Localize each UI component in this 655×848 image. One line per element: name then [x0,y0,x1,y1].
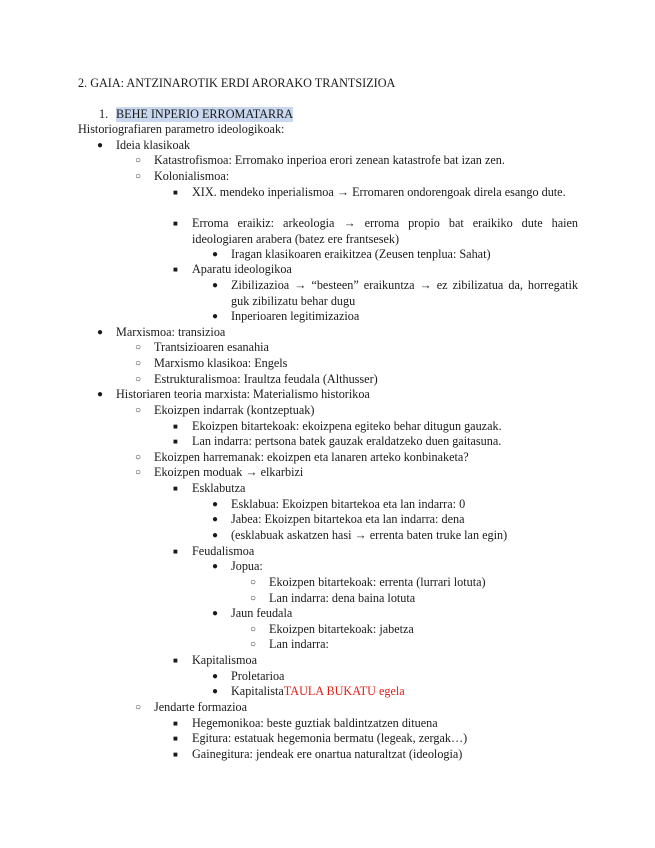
bullet-square-icon: ■ [173,422,178,431]
intro-text: Historiografiaren parametro ideologikoak: [78,122,285,136]
list-item: Lan indarra: pertsona batek gauzak eraldatzeko duen gaitasuna. [192,434,502,448]
list-item: Gainegitura: jendeak ere onartua naturaltzat (ideologia) [192,747,463,761]
list-item: Jabea: Ekoizpen bitartekoa eta lan indarra: dena [231,512,465,526]
bullet-circle-icon: ○ [135,171,142,182]
bullet-square-icon: ■ [173,547,178,556]
bullet-circle-icon: ○ [135,702,142,713]
list-item: Ekoizpen bitartekoak: jabetza [269,622,414,636]
bullet-circle-icon: ○ [135,342,142,353]
list-item: Esklabua: Ekoizpen bitartekoa eta lan indarra: 0 [231,497,466,511]
bullet-disc-icon: ● [212,561,219,572]
bullet-square-icon: ■ [173,734,178,743]
bullet-disc-icon: ● [212,686,219,697]
list-item: Lan indarra: [269,637,329,651]
bullet-disc-icon: ● [212,671,219,682]
bullet-circle-icon: ○ [250,624,257,635]
section-heading: BEHE INPERIO ERROMATARRA [116,107,294,121]
list-item: Jaun feudala [231,606,293,620]
bullet-square-icon: ■ [173,484,178,493]
bullet-square-icon: ■ [173,750,178,759]
list-item: Kolonialismoa: [154,169,230,183]
list-item: Jopua: [231,559,263,573]
bullet-disc-icon: ● [212,530,219,541]
kapitalista-label: Kapitalista [231,684,284,698]
bullet-disc-icon: ● [212,499,219,510]
section-number: 1. [99,107,109,121]
list-item: (esklabuak askatzen hasi → errenta baten truke lan egin) [231,528,508,542]
bullet-square-icon: ■ [173,656,178,665]
list-item: Marxismoa: transizioa [116,325,226,339]
list-item: Jendarte formazioa [154,700,248,714]
document-title: 2. GAIA: ANTZINAROTIK ERDI ARORAKO TRANTSIZIOA [78,76,396,90]
bullet-circle-icon: ○ [135,358,142,369]
bullet-disc-icon: ● [97,389,104,400]
red-note: TAULA BUKATU egela [283,684,405,698]
list-item [231,684,405,699]
list-item: Feudalismoa [192,544,255,558]
bullet-square-icon: ■ [173,265,178,274]
list-item: Proletarioa [231,669,285,683]
bullet-circle-icon: ○ [135,374,142,385]
list-item: Ekoizpen moduak → elkarbizi [154,465,304,479]
list-item: Ekoizpen bitartekoak: ekoizpena egiteko behar ditugun gauzak. [192,419,502,433]
list-item: Ideia klasikoak [116,138,191,152]
bullet-disc-icon: ● [97,140,104,151]
bullet-circle-icon: ○ [135,405,142,416]
list-item: Ekoizpen bitartekoak: errenta (lurrari lotuta) [269,575,486,589]
bullet-circle-icon: ○ [250,577,257,588]
bullet-square-icon: ■ [173,719,178,728]
list-item: Lan indarra: dena baina lotuta [269,591,416,605]
list-item: Zibilizazioa → “besteen” eraikuntza → ez zibilizatua da, horregatik guk zibilizatu behar dugu [231,278,578,308]
list-item: Erroma eraikiz: arkeologia → erroma propio bat eraikiko dute haien ideologiaren arabera (batez ere frantsesek) [192,216,578,246]
list-item: Ekoizpen harremanak: ekoizpen eta lanaren arteko konbinaketa? [154,450,469,464]
list-item: Kapitalismoa [192,653,257,667]
bullet-disc-icon: ● [212,608,219,619]
list-item: Hegemonikoa: beste guztiak baldintzatzen dituena [192,716,438,730]
bullet-square-icon: ■ [173,437,178,446]
list-item: Ekoizpen indarrak (kontzeptuak) [154,403,315,417]
bullet-circle-icon: ○ [250,593,257,604]
list-item: Esklabutza [192,481,246,495]
bullet-disc-icon: ● [212,514,219,525]
list-item: Historiaren teoria marxista: Materialismo historikoa [116,387,370,401]
list-item: Inperioaren legitimizazioa [231,309,360,323]
list-item: Trantsizioaren esanahia [154,340,269,354]
list-item: Aparatu ideologikoa [192,262,292,276]
bullet-disc-icon: ● [212,280,219,291]
list-item: Iragan klasikoaren eraikitzea (Zeusen tenplua: Sahat) [231,247,491,261]
bullet-circle-icon: ○ [135,452,142,463]
list-item: Katastrofismoa: Erromako inperioa erori zenean katastrofe bat izan zen. [154,153,505,167]
bullet-square-icon: ■ [173,188,178,197]
list-item: Estrukturalismoa: Iraultza feudala (Althusser) [154,372,378,386]
bullet-circle-icon: ○ [250,639,257,650]
bullet-disc-icon: ● [212,249,219,260]
bullet-disc-icon: ● [97,327,104,338]
bullet-disc-icon: ● [212,311,219,322]
list-item: XIX. mendeko inperialismoa → Erromaren ondorengoak direla esango dute. [192,185,566,199]
bullet-square-icon: ■ [173,219,178,228]
bullet-circle-icon: ○ [135,155,142,166]
list-item: Marxismo klasikoa: Engels [154,356,288,370]
bullet-circle-icon: ○ [135,467,142,478]
list-item: Egitura: estatuak hegemonia bermatu (legeak, zergak…) [192,731,468,745]
